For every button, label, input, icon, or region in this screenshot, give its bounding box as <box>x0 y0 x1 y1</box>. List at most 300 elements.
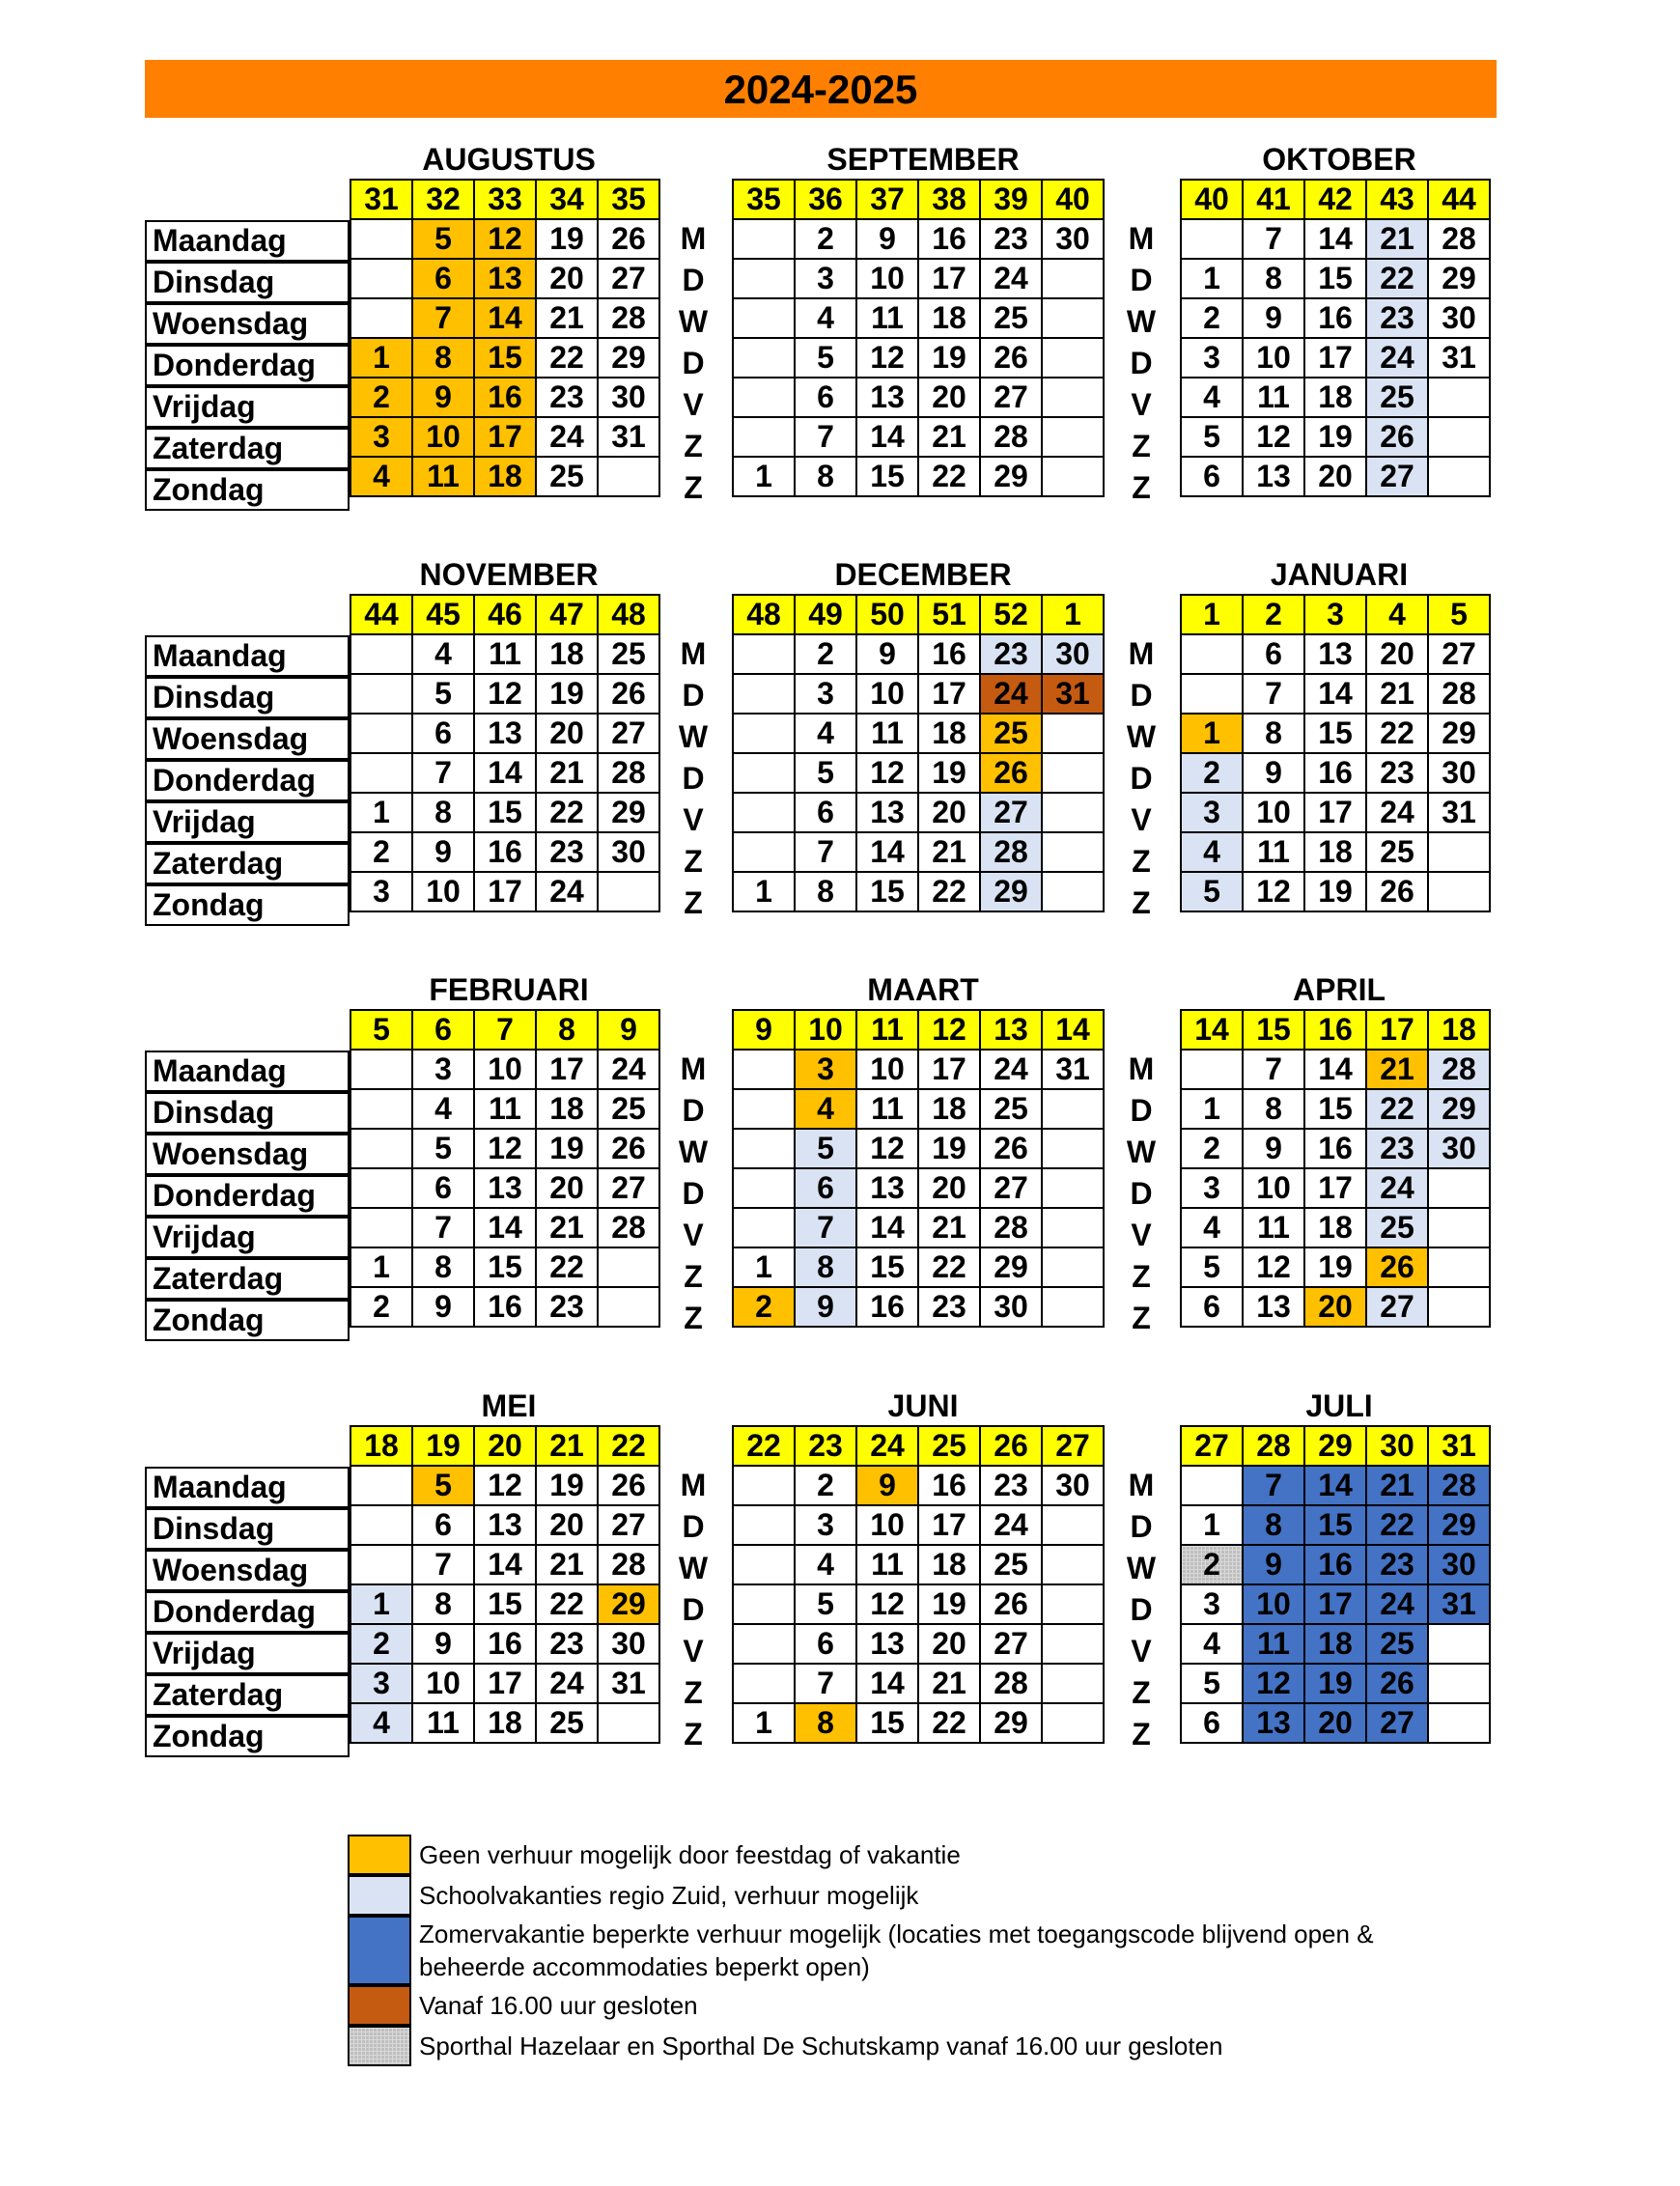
date-cell <box>1041 792 1105 833</box>
week-number: 6 <box>411 1009 475 1051</box>
date-cell: 29 <box>1427 1504 1491 1546</box>
date-cell: 13 <box>855 1623 919 1665</box>
day-label: Z <box>1132 1717 1151 1752</box>
date-cell: 28 <box>1427 1465 1491 1506</box>
week-number: 49 <box>794 594 857 635</box>
date-cell <box>1041 752 1105 794</box>
date-cell: 9 <box>411 1286 475 1328</box>
date-cell <box>1041 1702 1105 1744</box>
date-cell: 20 <box>917 1623 981 1665</box>
date-cell: 23 <box>535 1286 599 1328</box>
day-label: M <box>1128 1468 1155 1502</box>
date-cell: 13 <box>1242 1702 1305 1744</box>
date-cell: 19 <box>535 673 599 715</box>
date-cell: 12 <box>473 1465 537 1506</box>
date-cell <box>350 218 413 260</box>
month-name: AUGUSTUS <box>422 142 596 177</box>
week-number: 33 <box>473 179 537 220</box>
date-cell: 10 <box>473 1049 537 1090</box>
date-cell: 27 <box>979 792 1043 833</box>
date-cell: 4 <box>1180 831 1244 873</box>
date-cell: 4 <box>1180 377 1244 418</box>
date-cell: 17 <box>473 1663 537 1704</box>
date-cell: 21 <box>917 831 981 873</box>
date-cell: 3 <box>1180 1167 1244 1209</box>
date-cell: 21 <box>917 1663 981 1704</box>
week-number: 42 <box>1303 179 1367 220</box>
week-number: 18 <box>350 1425 413 1467</box>
date-cell <box>1427 1663 1491 1704</box>
date-cell: 28 <box>979 416 1043 458</box>
date-cell: 6 <box>794 792 857 833</box>
day-label: Z <box>684 1675 703 1710</box>
date-cell: 4 <box>350 1702 413 1744</box>
date-cell: 18 <box>1303 831 1367 873</box>
date-cell: 20 <box>1303 1286 1367 1328</box>
date-cell: 7 <box>411 752 475 794</box>
date-cell <box>1427 377 1491 418</box>
date-cell: 16 <box>1303 1544 1367 1585</box>
date-cell: 22 <box>917 871 981 912</box>
date-cell: 21 <box>535 1544 599 1585</box>
date-cell: 14 <box>473 752 537 794</box>
day-label: Dinsdag <box>145 1508 350 1550</box>
date-cell: 8 <box>1242 258 1305 299</box>
day-label: Woensdag <box>145 303 350 345</box>
date-cell <box>732 1544 796 1585</box>
date-cell: 14 <box>473 297 537 339</box>
week-number: 37 <box>855 179 919 220</box>
date-cell <box>1041 1167 1105 1209</box>
date-cell: 15 <box>473 792 537 833</box>
date-cell: 25 <box>597 633 660 675</box>
date-cell: 25 <box>979 297 1043 339</box>
date-cell: 30 <box>1427 1128 1491 1169</box>
week-number: 19 <box>411 1425 475 1467</box>
date-cell: 7 <box>411 297 475 339</box>
date-cell: 6 <box>411 1504 475 1546</box>
date-cell: 22 <box>1365 258 1429 299</box>
date-cell <box>732 218 796 260</box>
date-cell: 21 <box>1365 218 1429 260</box>
date-cell: 24 <box>1365 792 1429 833</box>
date-cell: 27 <box>1427 633 1491 675</box>
date-cell: 30 <box>979 1286 1043 1328</box>
date-cell: 28 <box>597 1544 660 1585</box>
day-label: Z <box>684 1301 703 1335</box>
month-name: NOVEMBER <box>419 557 599 592</box>
date-cell: 20 <box>535 713 599 754</box>
date-cell: 28 <box>1427 1049 1491 1090</box>
date-cell: 11 <box>855 297 919 339</box>
week-number: 43 <box>1365 179 1429 220</box>
date-cell: 17 <box>917 258 981 299</box>
day-label: V <box>683 387 704 422</box>
date-cell: 8 <box>794 1247 857 1288</box>
date-cell: 8 <box>411 337 475 378</box>
date-cell: 15 <box>855 1247 919 1288</box>
date-cell <box>1180 1049 1244 1090</box>
date-cell <box>1041 1286 1105 1328</box>
date-cell: 26 <box>597 1465 660 1506</box>
date-cell: 17 <box>1303 337 1367 378</box>
date-cell: 22 <box>1365 713 1429 754</box>
date-cell: 14 <box>855 831 919 873</box>
date-cell: 18 <box>535 1088 599 1130</box>
date-cell: 25 <box>1365 1623 1429 1665</box>
date-cell: 29 <box>597 792 660 833</box>
date-cell: 30 <box>1041 1465 1105 1506</box>
date-cell: 7 <box>1242 673 1305 715</box>
week-number: 45 <box>411 594 475 635</box>
date-cell <box>350 1128 413 1169</box>
date-cell: 1 <box>1180 258 1244 299</box>
date-cell: 24 <box>1365 337 1429 378</box>
date-cell: 13 <box>473 1167 537 1209</box>
date-cell: 25 <box>979 1088 1043 1130</box>
date-cell <box>732 831 796 873</box>
date-cell: 3 <box>411 1049 475 1090</box>
date-cell: 17 <box>473 871 537 912</box>
date-cell <box>732 1207 796 1248</box>
date-cell: 9 <box>1242 1128 1305 1169</box>
week-number: 48 <box>597 594 660 635</box>
month-name: JANUARI <box>1270 557 1409 592</box>
week-number: 40 <box>1041 179 1105 220</box>
date-cell: 4 <box>411 1088 475 1130</box>
day-label: Dinsdag <box>145 677 350 718</box>
date-cell: 1 <box>350 1247 413 1288</box>
date-cell <box>732 1583 796 1625</box>
date-cell: 19 <box>917 1583 981 1625</box>
week-number: 22 <box>732 1425 796 1467</box>
legend-text: Geen verhuur mogelijk door feestdag of vakantie <box>419 1840 961 1869</box>
date-cell: 17 <box>917 673 981 715</box>
day-label: W <box>1126 1135 1157 1169</box>
week-number: 27 <box>1180 1425 1244 1467</box>
date-cell: 11 <box>411 1702 475 1744</box>
date-cell: 23 <box>535 1623 599 1665</box>
date-cell <box>732 1049 796 1090</box>
day-label: Donderdag <box>145 345 350 386</box>
date-cell: 27 <box>1365 456 1429 497</box>
date-cell <box>1041 1623 1105 1665</box>
date-cell <box>1041 1128 1105 1169</box>
date-cell: 18 <box>473 456 537 497</box>
date-cell: 6 <box>411 713 475 754</box>
date-cell: 22 <box>535 1583 599 1625</box>
date-cell <box>732 1465 796 1506</box>
date-cell: 18 <box>1303 377 1367 418</box>
date-cell: 31 <box>1041 1049 1105 1090</box>
week-number: 35 <box>732 179 796 220</box>
date-cell <box>1041 258 1105 299</box>
date-cell: 12 <box>855 1583 919 1625</box>
day-label: Woensdag <box>145 1134 350 1175</box>
date-cell <box>1427 416 1491 458</box>
day-label: M <box>1128 636 1155 671</box>
date-cell: 13 <box>1242 1286 1305 1328</box>
day-label: M <box>1128 221 1155 256</box>
date-cell <box>350 713 413 754</box>
date-cell: 22 <box>535 792 599 833</box>
date-cell: 19 <box>1303 416 1367 458</box>
month-name: SEPTEMBER <box>826 142 1020 177</box>
date-cell: 4 <box>1180 1623 1244 1665</box>
date-cell: 19 <box>1303 871 1367 912</box>
date-cell <box>1180 633 1244 675</box>
date-cell: 10 <box>855 258 919 299</box>
date-cell <box>732 792 796 833</box>
date-cell: 26 <box>597 218 660 260</box>
month-name: OKTOBER <box>1262 142 1416 177</box>
date-cell: 11 <box>473 1088 537 1130</box>
date-cell: 13 <box>855 792 919 833</box>
week-number: 17 <box>1365 1009 1429 1051</box>
date-cell: 18 <box>917 713 981 754</box>
date-cell: 31 <box>597 416 660 458</box>
date-cell: 29 <box>979 1702 1043 1744</box>
date-cell: 5 <box>794 752 857 794</box>
legend-swatch <box>348 2026 411 2066</box>
date-cell: 3 <box>1180 1583 1244 1625</box>
date-cell: 14 <box>473 1544 537 1585</box>
date-cell: 25 <box>979 1544 1043 1585</box>
date-cell: 24 <box>597 1049 660 1090</box>
date-cell: 4 <box>794 1544 857 1585</box>
day-label: Z <box>684 1717 703 1752</box>
date-cell: 7 <box>411 1544 475 1585</box>
day-label: M <box>680 221 707 256</box>
date-cell: 16 <box>473 377 537 418</box>
date-cell <box>350 1088 413 1130</box>
date-cell: 30 <box>1041 218 1105 260</box>
week-number: 51 <box>917 594 981 635</box>
date-cell: 2 <box>1180 1128 1244 1169</box>
date-cell: 4 <box>794 713 857 754</box>
week-number: 15 <box>1242 1009 1305 1051</box>
week-number: 9 <box>732 1009 796 1051</box>
date-cell: 27 <box>597 1167 660 1209</box>
date-cell: 23 <box>1365 1128 1429 1169</box>
date-cell <box>597 871 660 912</box>
legend-swatch <box>348 1985 411 2026</box>
date-cell: 21 <box>917 416 981 458</box>
date-cell: 15 <box>1303 713 1367 754</box>
week-number: 35 <box>597 179 660 220</box>
date-cell: 4 <box>794 297 857 339</box>
date-cell <box>1180 673 1244 715</box>
date-cell <box>350 1167 413 1209</box>
week-number: 48 <box>732 594 796 635</box>
week-number: 27 <box>1041 1425 1105 1467</box>
day-label: W <box>678 719 709 754</box>
date-cell: 3 <box>350 416 413 458</box>
day-label: D <box>1130 1509 1153 1544</box>
date-cell: 26 <box>597 1128 660 1169</box>
date-cell: 25 <box>535 456 599 497</box>
date-cell: 16 <box>473 1286 537 1328</box>
date-cell <box>350 633 413 675</box>
date-cell: 21 <box>917 1207 981 1248</box>
date-cell: 27 <box>979 1623 1043 1665</box>
week-number: 34 <box>535 179 599 220</box>
date-cell: 17 <box>1303 1583 1367 1625</box>
date-cell <box>1427 456 1491 497</box>
date-cell: 9 <box>411 377 475 418</box>
date-cell: 31 <box>1427 337 1491 378</box>
week-number: 50 <box>855 594 919 635</box>
date-cell <box>1427 1623 1491 1665</box>
date-cell: 22 <box>917 456 981 497</box>
day-label: W <box>1126 1551 1157 1585</box>
date-cell: 4 <box>411 633 475 675</box>
date-cell: 13 <box>855 377 919 418</box>
date-cell: 28 <box>597 297 660 339</box>
date-cell: 6 <box>794 1167 857 1209</box>
date-cell: 24 <box>979 258 1043 299</box>
date-cell: 22 <box>917 1702 981 1744</box>
date-cell: 30 <box>1041 633 1105 675</box>
week-number: 14 <box>1180 1009 1244 1051</box>
date-cell: 30 <box>1427 752 1491 794</box>
month-name: JULI <box>1305 1388 1373 1423</box>
date-cell: 19 <box>917 1128 981 1169</box>
date-cell <box>1041 713 1105 754</box>
day-label: D <box>682 263 705 297</box>
date-cell: 1 <box>1180 1504 1244 1546</box>
date-cell: 14 <box>855 1663 919 1704</box>
date-cell <box>1041 1088 1105 1130</box>
date-cell: 23 <box>535 377 599 418</box>
date-cell: 12 <box>1242 1663 1305 1704</box>
day-label: M <box>680 636 707 671</box>
day-label: Maandag <box>145 220 350 262</box>
date-cell: 23 <box>1365 1544 1429 1585</box>
date-cell <box>350 673 413 715</box>
day-label: Donderdag <box>145 760 350 801</box>
date-cell: 5 <box>1180 1247 1244 1288</box>
day-label: W <box>678 304 709 339</box>
date-cell <box>1041 831 1105 873</box>
date-cell: 3 <box>794 1049 857 1090</box>
date-cell: 26 <box>979 337 1043 378</box>
date-cell <box>732 1504 796 1546</box>
day-label: D <box>682 1093 705 1128</box>
date-cell: 9 <box>855 218 919 260</box>
date-cell: 14 <box>855 416 919 458</box>
date-cell: 2 <box>732 1286 796 1328</box>
week-number: 24 <box>855 1425 919 1467</box>
date-cell: 2 <box>1180 752 1244 794</box>
date-cell <box>732 673 796 715</box>
date-cell: 10 <box>855 673 919 715</box>
date-cell: 28 <box>979 1207 1043 1248</box>
date-cell: 20 <box>535 258 599 299</box>
date-cell: 11 <box>1242 1207 1305 1248</box>
month-name: DECEMBER <box>834 557 1012 592</box>
date-cell: 14 <box>855 1207 919 1248</box>
date-cell: 20 <box>917 377 981 418</box>
date-cell: 27 <box>597 258 660 299</box>
date-cell: 26 <box>1365 1247 1429 1288</box>
date-cell: 10 <box>1242 1167 1305 1209</box>
week-number: 39 <box>979 179 1043 220</box>
date-cell: 13 <box>1303 633 1367 675</box>
date-cell: 22 <box>535 337 599 378</box>
date-cell: 10 <box>411 416 475 458</box>
date-cell <box>350 1049 413 1090</box>
day-label: Zaterdag <box>145 1674 350 1716</box>
date-cell: 16 <box>1303 297 1367 339</box>
date-cell: 12 <box>473 218 537 260</box>
week-number: 52 <box>979 594 1043 635</box>
date-cell <box>1041 1207 1105 1248</box>
date-cell <box>732 297 796 339</box>
week-number: 13 <box>979 1009 1043 1051</box>
date-cell: 15 <box>855 456 919 497</box>
date-cell: 21 <box>535 752 599 794</box>
date-cell: 27 <box>1365 1702 1429 1744</box>
date-cell: 21 <box>1365 1049 1429 1090</box>
date-cell: 29 <box>597 337 660 378</box>
date-cell: 25 <box>1365 377 1429 418</box>
day-label: D <box>1130 1592 1153 1627</box>
day-label: D <box>1130 678 1153 713</box>
date-cell: 29 <box>979 871 1043 912</box>
date-cell: 8 <box>794 1702 857 1744</box>
date-cell: 20 <box>917 1167 981 1209</box>
date-cell: 10 <box>855 1049 919 1090</box>
legend-swatch <box>348 1916 411 1985</box>
week-number: 21 <box>535 1425 599 1467</box>
day-label: Zaterdag <box>145 1258 350 1300</box>
date-cell: 16 <box>473 831 537 873</box>
date-cell <box>1041 416 1105 458</box>
day-label: Maandag <box>145 1051 350 1092</box>
date-cell: 26 <box>1365 871 1429 912</box>
date-cell: 19 <box>535 1465 599 1506</box>
date-cell: 23 <box>1365 297 1429 339</box>
date-cell: 18 <box>1303 1623 1367 1665</box>
date-cell <box>597 456 660 497</box>
date-cell: 12 <box>855 752 919 794</box>
date-cell: 1 <box>732 456 796 497</box>
week-number: 22 <box>597 1425 660 1467</box>
date-cell: 28 <box>597 752 660 794</box>
date-cell: 2 <box>794 1465 857 1506</box>
day-label: D <box>1130 346 1153 380</box>
week-number: 18 <box>1427 1009 1491 1051</box>
date-cell: 17 <box>917 1049 981 1090</box>
date-cell: 20 <box>1303 456 1367 497</box>
week-number: 46 <box>473 594 537 635</box>
date-cell: 1 <box>350 792 413 833</box>
date-cell: 7 <box>1242 218 1305 260</box>
date-cell: 2 <box>350 377 413 418</box>
date-cell: 10 <box>411 871 475 912</box>
day-label: Z <box>1132 1259 1151 1294</box>
date-cell <box>350 1504 413 1546</box>
date-cell <box>732 1088 796 1130</box>
date-cell: 28 <box>597 1207 660 1248</box>
date-cell: 25 <box>1365 831 1429 873</box>
day-label: D <box>682 346 705 380</box>
date-cell: 24 <box>1365 1583 1429 1625</box>
date-cell: 21 <box>535 1207 599 1248</box>
date-cell: 9 <box>1242 1544 1305 1585</box>
date-cell: 3 <box>350 871 413 912</box>
